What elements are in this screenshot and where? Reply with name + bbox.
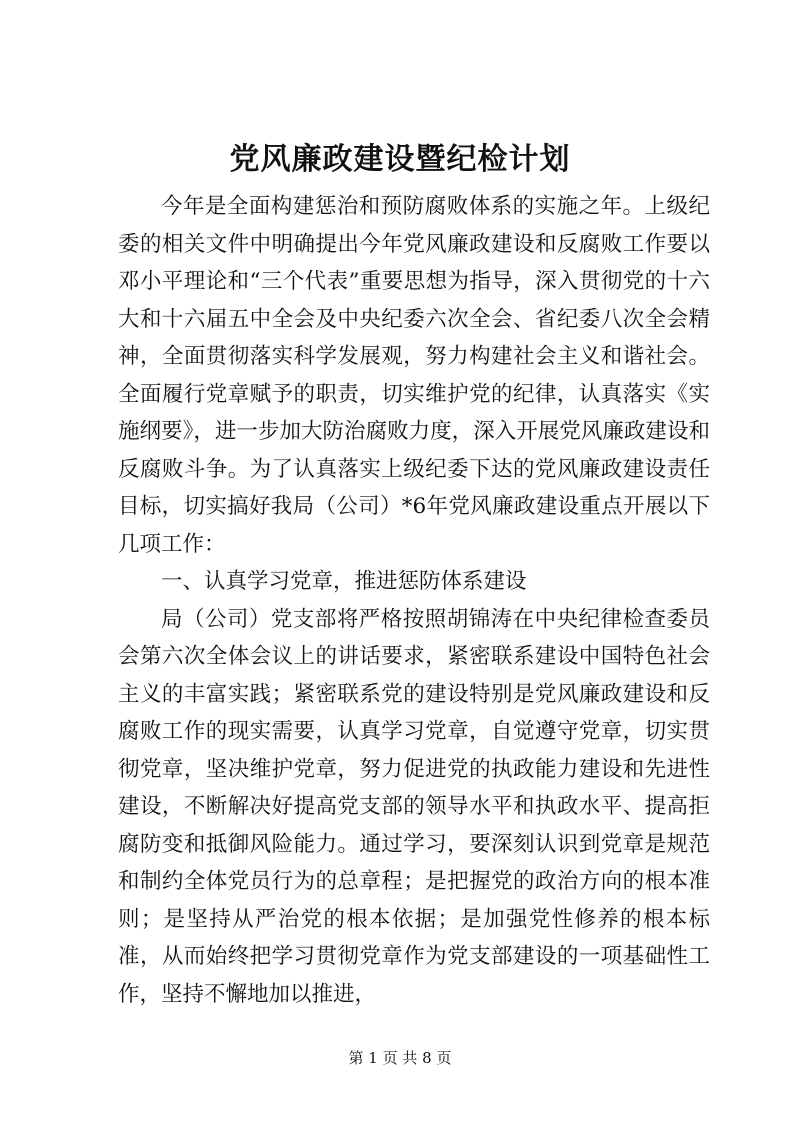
section-heading-1: 一、认真学习党章，推进惩防体系建设 (161, 569, 527, 594)
page-footer: 第 1 页 共 8 页 (348, 1049, 452, 1067)
document-title: 党风廉政建设暨纪检计划 (229, 142, 571, 177)
paragraph-intro: 今年是全面构建惩治和预防腐败体系的实施之年。上级纪委的相关文件中明确提出今年党风廉政建设和反腐败工作要以邓小平理论和“三个代表”重要思想为指导，深入贯彻党的十六大和十六届五中全会及中央纪委六次全会、省纪委八次全会精神，全面贯彻落实科学发展观，努力构建社会主义和谐社会。全面履行党章赋予的职责，切实维护党的纪律，认真落实《实施纲要》，进一步加大防治腐败力度，深入开展党风廉政建设和反腐败斗争。为了认真落实上级纪委下达的党风廉政建设责任目标，切实搞好我局（公司）*6年党风廉政建设重点开展以下几项工作： (118, 194, 710, 557)
paragraph-section-1: 局（公司）党支部将严格按照胡锦涛在中央纪律检查委员会第六次全体会议上的讲话要求，紧密联系建设中国特色社会主义的丰富实践；紧密联系党的建设特别是党风廉政建设和反腐败工作的现实需要，认真学习党章，自觉遵守党章，切实贯彻党章，坚决维护党章，努力促进党的执政能力建设和先进性建设，不断解决好提高党支部的领导水平和执政水平、提高拒腐防变和抵御风险能力。通过学习，要深刻认识到党章是规范和制约全体党员行为的总章程；是把握党的政治方向的根本准则；是坚持从严治党的根本依据；是加强党性修养的根本标准，从而始终把学习贯彻党章作为党支部建设的一项基础性工作，坚持不懈地加以推进， (118, 606, 710, 1007)
document-body (118, 188, 710, 1013)
